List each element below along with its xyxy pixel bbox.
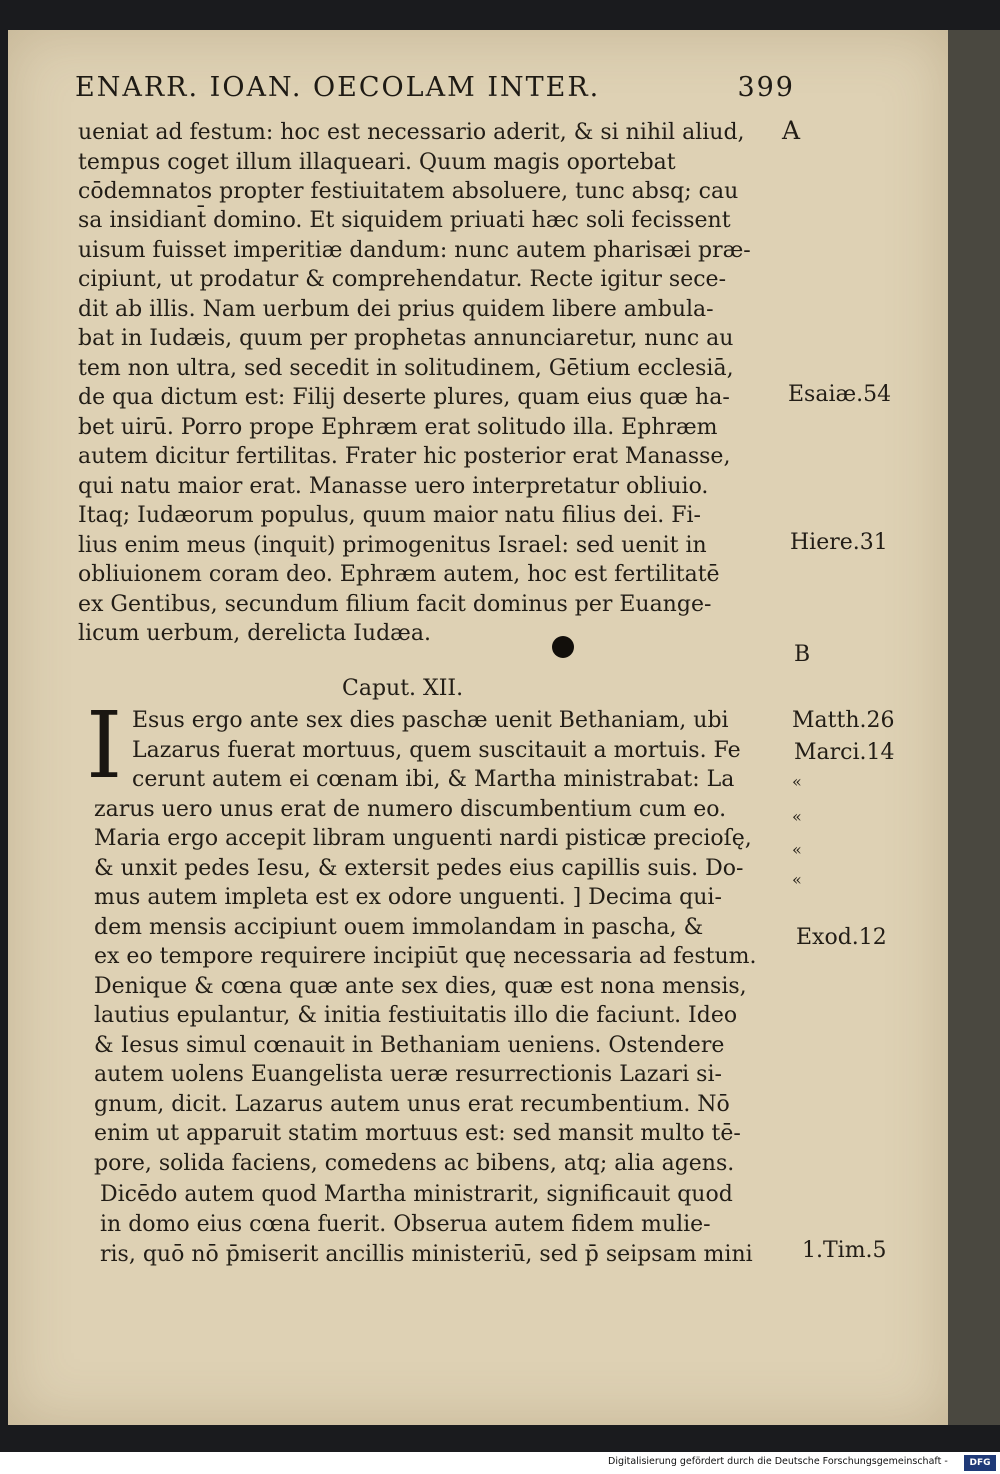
margin-note-tim: 1.Tim.5 bbox=[802, 1238, 887, 1263]
dfg-logo: DFG bbox=[964, 1455, 996, 1471]
margin-note-matth: Matth.26 bbox=[792, 708, 895, 733]
chapter-line: Lazarus fuerat mortuus, quem suscitauit a mortuis. Fe bbox=[132, 738, 741, 763]
body-line: Itaq; Iudæorum populus, quum maior natu filius dei. Fi- bbox=[78, 503, 701, 528]
margin-quote-mark: « bbox=[792, 870, 802, 889]
chapter-line: pore, solida faciens, comedens ac bibens, atq; alia agens. bbox=[94, 1151, 735, 1176]
page-number: 399 bbox=[737, 72, 795, 103]
chapter-line: cerunt autem ei cœnam ibi, & Martha ministrabat: La bbox=[132, 767, 735, 792]
margin-quote-mark: « bbox=[792, 840, 802, 859]
chapter-line: Esus ergo ante sex dies paschæ uenit Bethaniam, ubi bbox=[132, 708, 729, 733]
body-line: bat in Iudæis, quum per prophetas annunciaretur, nunc au bbox=[78, 326, 734, 351]
margin-quote-mark: « bbox=[792, 772, 802, 791]
body-line: sa insidiant̄ domino. Et siquidem priuati hæc soli fecissent bbox=[78, 208, 731, 233]
margin-note-hiere: Hiere.31 bbox=[790, 530, 888, 555]
chapter-line: zarus uero unus erat de numero discumbentium cum eo. bbox=[94, 797, 727, 822]
chapter-line: autem uolens Euangelista ueræ resurrectionis Lazari si- bbox=[94, 1062, 722, 1087]
chapter-line: enim ut apparuit statim mortuus est: sed mansit multo tē- bbox=[94, 1121, 741, 1146]
chapter-line: & Iesus simul cœnauit in Bethaniam ueniens. Ostendere bbox=[94, 1033, 725, 1058]
margin-letter-a: A bbox=[782, 116, 801, 145]
body-line: bet uirū. Porro prope Ephræm erat solitudo illa. Ephræm bbox=[78, 415, 718, 440]
facing-page-edge bbox=[948, 30, 1000, 1425]
ink-blot bbox=[552, 636, 574, 658]
chapter-line: lautius epulantur, & initia festiuitatis illo die faciunt. Ideo bbox=[94, 1003, 738, 1028]
body-line: cipiunt, ut prodatur & comprehendatur. Recte igitur sece- bbox=[78, 267, 727, 292]
chapter-line: Maria ergo accepit libram unguenti nardi pisticæ precioſę, bbox=[94, 826, 752, 851]
margin-note-esaiae: Esaiæ.54 bbox=[788, 382, 892, 407]
body-line: licum uerbum, derelicta Iudæa. bbox=[78, 621, 431, 646]
margin-letter-b: B bbox=[794, 642, 811, 667]
chapter-line: ris, quō nō p̄miserit ancillis ministeriū, sed p̄ seipsam mini bbox=[100, 1242, 753, 1267]
chapter-heading: Caput. XII. bbox=[342, 676, 464, 701]
digitization-credit: Digitalisierung gefördert durch die Deutsche Forschungsgemeinschaft - bbox=[608, 1456, 948, 1467]
body-line: ex Gentibus, secundum filium facit dominus per Euange- bbox=[78, 592, 712, 617]
running-header bbox=[75, 72, 795, 112]
body-line: cōdemnatos propter festiuitatem absoluere, tunc absq; cau bbox=[78, 179, 739, 204]
drop-cap-initial: I bbox=[86, 692, 123, 799]
chapter-line: in domo eius cœna fuerit. Obserua autem fidem mulie- bbox=[100, 1212, 711, 1237]
body-line: tempus coget illum illaqueari. Quum magis oportebat bbox=[78, 150, 676, 175]
body-line: de qua dictum est: Filij deserte plures, quam eius quæ ha- bbox=[78, 385, 730, 410]
body-line: autem dicitur fertilitas. Frater hic posterior erat Manasse, bbox=[78, 444, 731, 469]
margin-note-exod: Exod.12 bbox=[796, 925, 887, 950]
chapter-line: dem mensis accipiunt ouem immolandam in pascha, & bbox=[94, 915, 704, 940]
body-line: ueniat ad festum: hoc est necessario aderit, & si nihil aliud, bbox=[78, 120, 745, 145]
chapter-line: gnum, dicit. Lazarus autem unus erat recumbentium. Nō bbox=[94, 1092, 730, 1117]
body-line: uisum fuisset imperitiæ dandum: nunc autem pharisæi præ- bbox=[78, 238, 751, 263]
chapter-line: mus autem impleta est ex odore unguenti. ] Decima qui- bbox=[94, 885, 722, 910]
chapter-line: Dicēdo autem quod Martha ministrarit, significauit quod bbox=[100, 1182, 733, 1207]
margin-note-marci: Marci.14 bbox=[794, 740, 895, 765]
chapter-line: Denique & cœna quæ ante sex dies, quæ est nona mensis, bbox=[94, 974, 747, 999]
body-line: qui natu maior erat. Manasse uero interpretatur obliuio. bbox=[78, 474, 709, 499]
chapter-line: & unxit pedes Iesu, & extersit pedes eius capillis suis. Do- bbox=[94, 856, 744, 881]
body-line: dit ab illis. Nam uerbum dei prius quidem libere ambula- bbox=[78, 297, 714, 322]
body-line: lius enim meus (inquit) primogenitus Israel: sed uenit in bbox=[78, 533, 707, 558]
body-line: tem non ultra, sed secedit in solitudinem, Gētium ecclesiā, bbox=[78, 356, 734, 381]
chapter-line: ex eo tempore requirere incipiūt quę necessaria ad festum. bbox=[94, 944, 757, 969]
margin-quote-mark: « bbox=[792, 807, 802, 826]
body-line: obliuionem coram deo. Ephræm autem, hoc est fertilitatē bbox=[78, 562, 720, 587]
running-title: ENARR. IOAN. OECOLAM INTER. bbox=[75, 72, 601, 103]
